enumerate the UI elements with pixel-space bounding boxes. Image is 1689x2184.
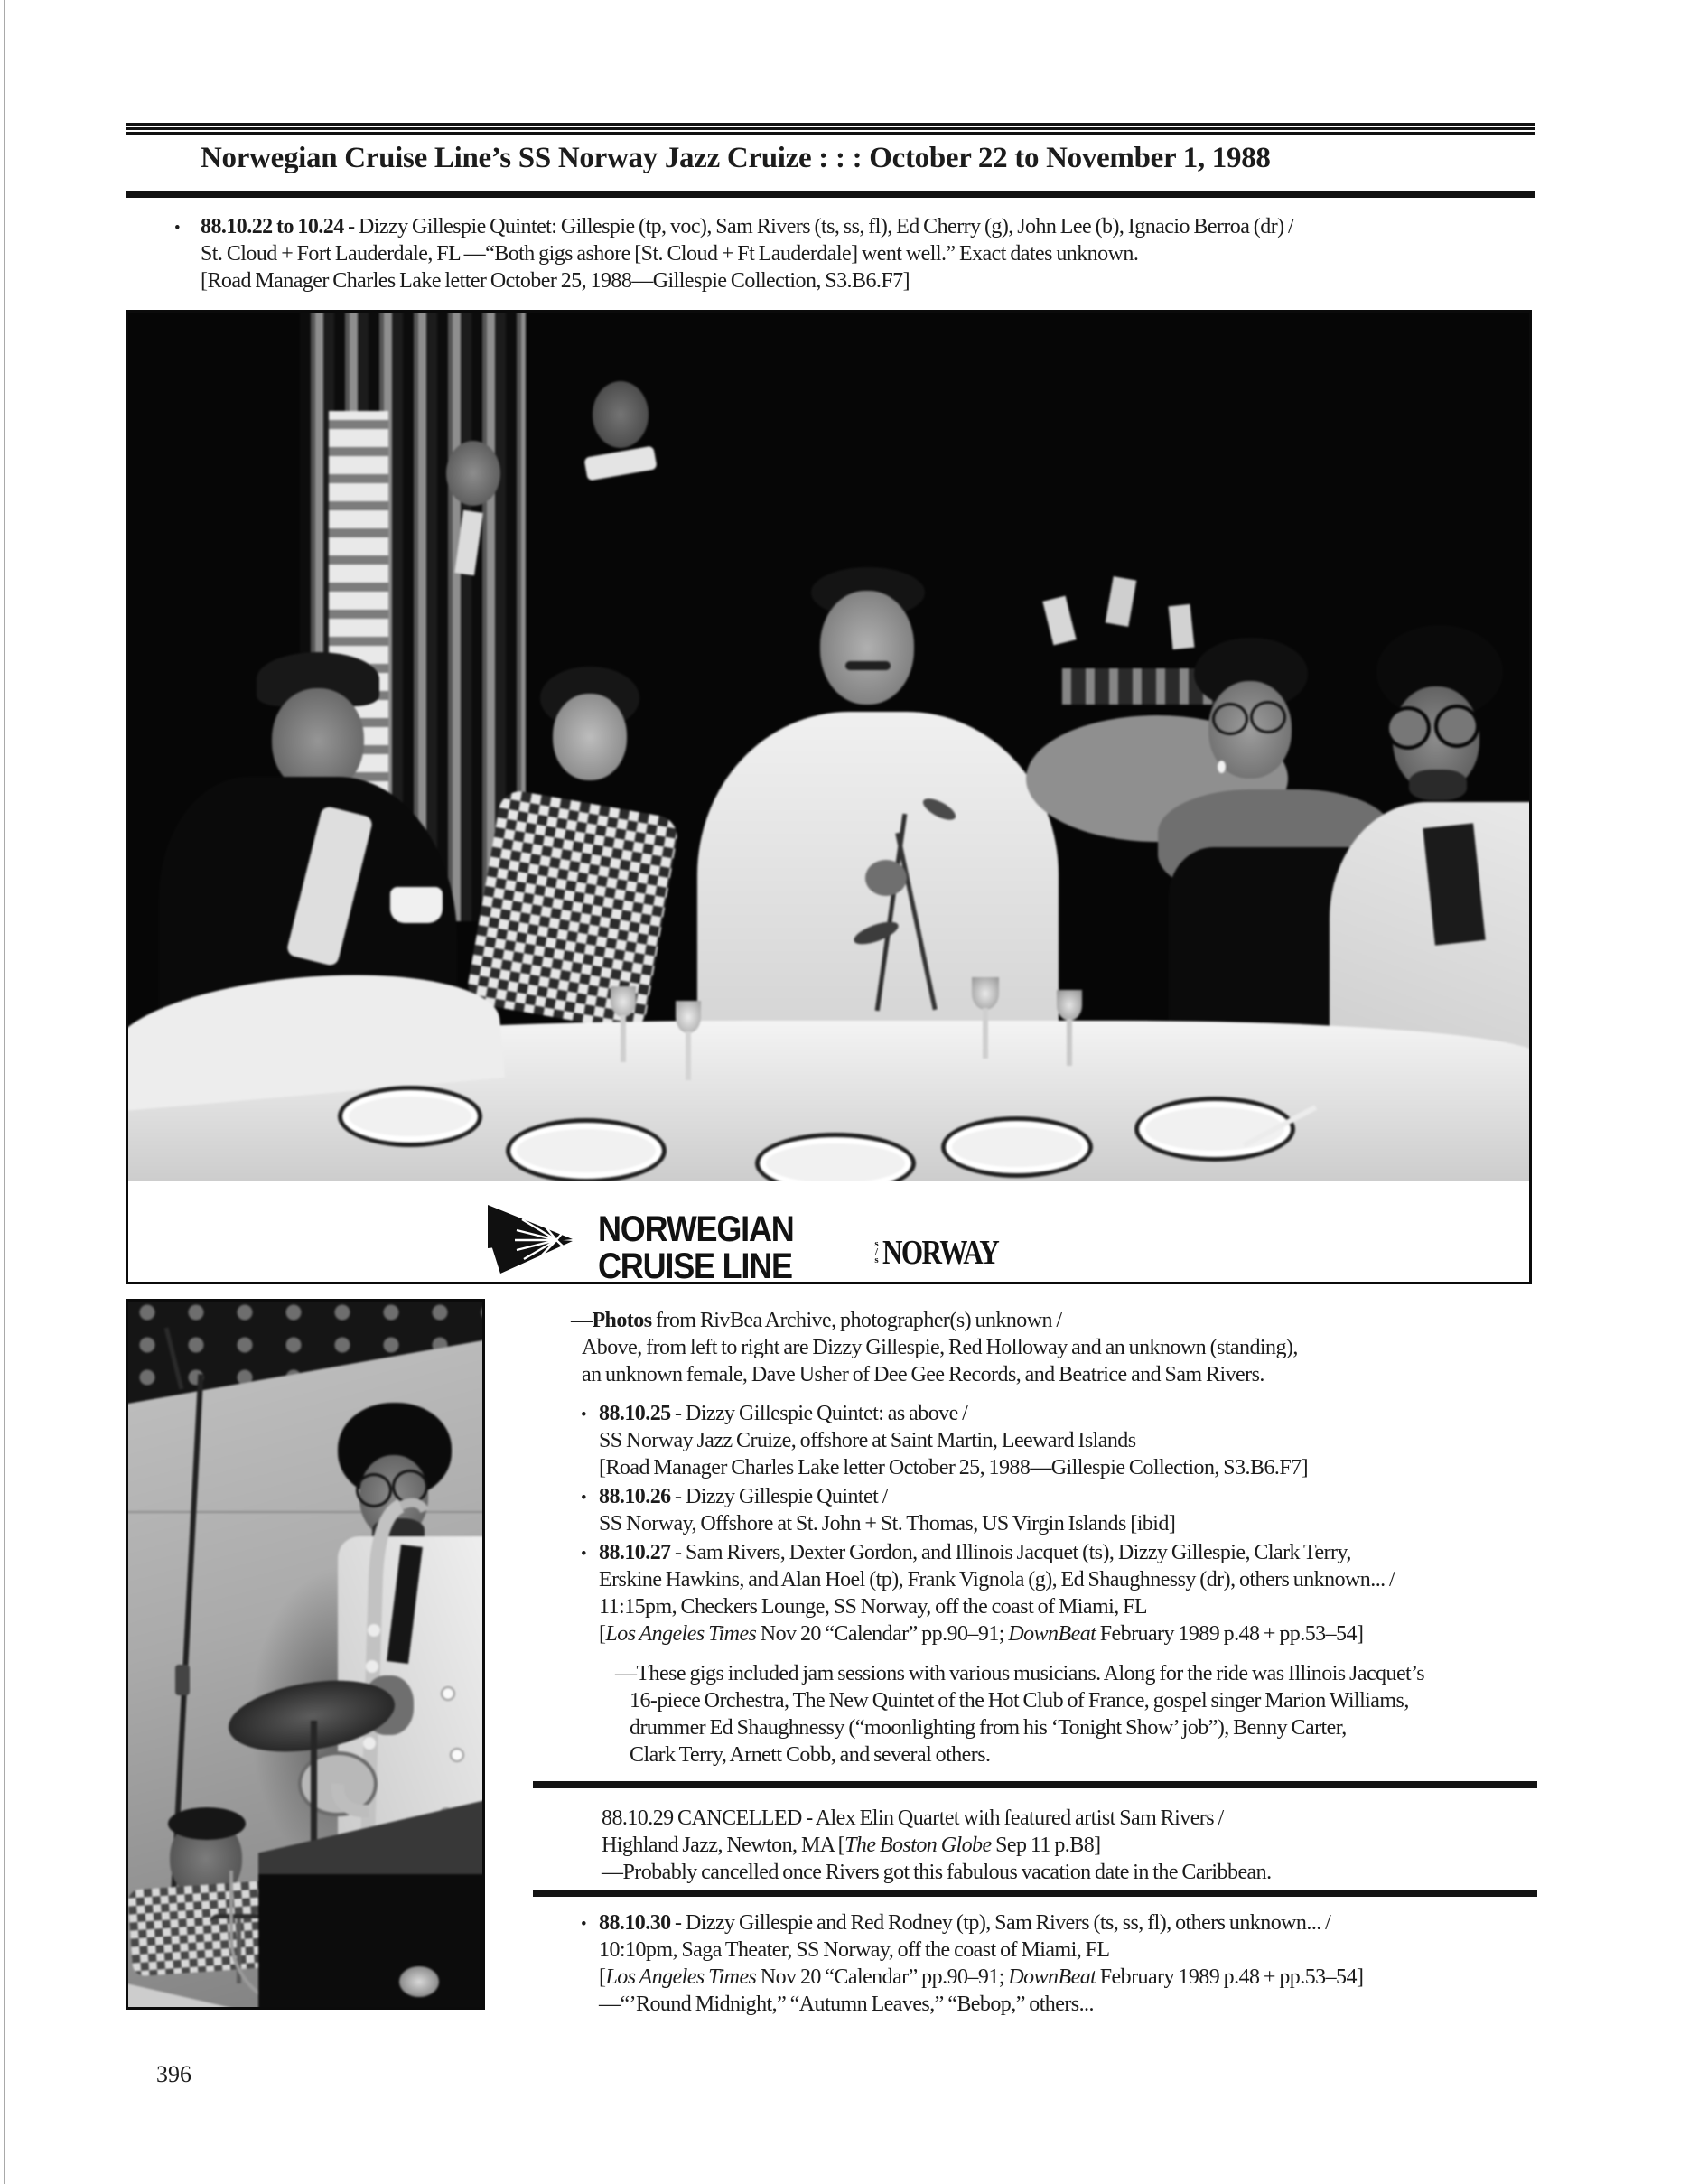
page-edge-line [4, 0, 5, 2184]
citation-text: [ [599, 1965, 606, 1989]
bullet-icon: • [581, 1405, 587, 1424]
note-text: Clark Terry, Arnett Cobb, and several others. [630, 1743, 991, 1767]
entry-88-10-25 [581, 1400, 1309, 1481]
rivers-beard [1409, 770, 1467, 800]
ss-prefix [871, 1240, 882, 1265]
citation-text: February 1989 p.48 + pp.53–54] [1096, 1965, 1364, 1989]
standing-man-1-face [446, 441, 500, 506]
citation-text: Nov 20 “Calendar” pp.90–91; [756, 1965, 1009, 1989]
piano-knob [399, 1966, 439, 1997]
photo-caption-strip [128, 1181, 1529, 1282]
entry-id: 88.10.22 to 10.24 [201, 215, 344, 238]
plate [755, 1133, 916, 1187]
standing-man-2-collar [583, 445, 657, 481]
wine-glass-stem [686, 1031, 691, 1080]
entry-id: 88.10.25 [599, 1402, 671, 1425]
entry-citation [599, 1620, 1395, 1647]
bg-napkin [1106, 576, 1137, 627]
entry-text: - Dizzy Gillespie Quintet: as above / [670, 1402, 968, 1425]
beatrice-glasses [1250, 701, 1286, 733]
ss-prefix-bot: s [874, 1255, 879, 1265]
bullet-icon: • [174, 219, 181, 238]
bullet-icon: • [581, 1915, 587, 1934]
header-rule-bottom [126, 191, 1535, 198]
entry-text: - Dizzy Gillespie and Red Rodney (tp), Sam Rivers (ts, ss, fl), others unknown... / [670, 1911, 1331, 1935]
entry-88-10-27-note [615, 1660, 1424, 1769]
entry-citation: [Road Manager Charles Lake letter October 25, 1988—Gillespie Collection, S3.B6.F7] [599, 1456, 1309, 1479]
note-text: —These gigs included jam sessions with various musicians. Along for the ride was Illinois Jacquet’s [615, 1662, 1425, 1685]
wine-glass [611, 986, 636, 1017]
main-photo [126, 310, 1532, 1284]
entry-text: SS Norway, Offshore at St. John + St. Thomas, US Virgin Islands [ibid] [599, 1512, 1176, 1535]
note-text: —Probably cancelled once Rivers got this fabulous vacation date in the Caribbean. [602, 1861, 1272, 1884]
citation-source: Los Angeles Times [605, 1965, 757, 1989]
bg-napkin [1169, 604, 1195, 649]
entry-88-10-29-cancelled [602, 1805, 1272, 1886]
wine-glass-stem [1067, 1019, 1072, 1066]
entry-text: SS Norway Jazz Cruize, offshore at Saint Martin, Leeward Islands [599, 1429, 1136, 1452]
wine-glass-stem [621, 1015, 626, 1062]
woman1-face [553, 694, 627, 780]
note-text: —“’Round Midnight,” “Autumn Leaves,” “Bebop,” others... [599, 1993, 1094, 2016]
entry-text: 88.10.29 CANCELLED - Alex Elin Quartet with featured artist Sam Rivers / [602, 1806, 1224, 1830]
entry-text: - Sam Rivers, Dexter Gordon, and Illinois Jacquet (ts), Dizzy Gillespie, Clark Terry, [670, 1541, 1351, 1564]
citation-source: The Boston Globe [844, 1834, 992, 1857]
ncl-brand-line1: NORWEGIAN [598, 1208, 794, 1249]
section-divider [533, 1890, 1537, 1897]
entry-text: 10:10pm, Saga Theater, SS Norway, off the coast of Miami, FL [599, 1938, 1110, 1962]
entry-citation [602, 1832, 1272, 1859]
entry-text: 11:15pm, Checkers Lounge, SS Norway, off the coast of Miami, FL [599, 1595, 1148, 1619]
ss-prefix-top: s [874, 1238, 879, 1249]
entry-88-10-27 [581, 1539, 1395, 1647]
entry-88-10-26 [581, 1483, 1176, 1537]
entry-88-10-22 [174, 213, 1294, 294]
plate [941, 1116, 1093, 1178]
citation-text: Sep 11 p.B8] [991, 1834, 1101, 1857]
photos-note-lead: —Photos [571, 1309, 652, 1332]
usher-face [820, 591, 914, 705]
sax-player-photo-art [126, 1299, 485, 2010]
citation-source: DownBeat [1008, 1965, 1096, 1989]
dinner-table-photo-art [126, 310, 1532, 1187]
entry-citation [599, 1964, 1363, 1991]
entry-text: St. Cloud + Fort Lauderdale, FL —“Both gigs ashore [St. Cloud + Ft Lauderdale] went well.” Exact dates unknown. [201, 242, 1139, 266]
standing-man-2-face [593, 381, 649, 448]
usher-mustache [845, 661, 891, 670]
page-title: Norwegian Cruise Line’s SS Norway Jazz Cruize : : : October 22 to November 1, 1988 [201, 142, 1271, 174]
rivers-round-glasses [1434, 705, 1479, 748]
wine-glass [676, 1001, 701, 1033]
ss-norway-wordmark [871, 1234, 1023, 1272]
citation-source: DownBeat [1008, 1622, 1096, 1646]
photos-note-text: from RivBea Archive, photographer(s) unknown / [651, 1309, 1062, 1332]
woman1-checkered-top [465, 788, 681, 1032]
photos-note-text: an unknown female, Dave Usher of Dee Gee Records, and Beatrice and Sam Rivers. [582, 1363, 1264, 1386]
citation-source: Los Angeles Times [605, 1622, 757, 1646]
note-text: drummer Ed Shaughnessy (“moonlighting from his ‘Tonight Show’ job”), Benny Carter, [630, 1716, 1347, 1740]
entry-text: - Dizzy Gillespie Quintet: Gillespie (tp, voc), Sam Rivers (ts, ss, fl), Ed Cherry (g), John Lee (b), Ignacio Berroa (dr) / [343, 215, 1294, 238]
rivers-round-glasses [1386, 706, 1431, 750]
section-divider [533, 1781, 1537, 1788]
bullet-icon: • [581, 1545, 587, 1563]
beatrice-earring [1218, 761, 1226, 773]
entry-text: Erskine Hawkins, and Alan Hoel (tp), Frank Vignola (g), Ed Shaughnessy (dr), others unknown... / [599, 1568, 1395, 1591]
wine-glass [1057, 990, 1082, 1021]
plate [506, 1118, 667, 1183]
flower-bloom [865, 860, 907, 896]
photos-note [571, 1307, 1298, 1388]
ss-prefix-mid: / [874, 1246, 879, 1257]
page-number: 396 [156, 2061, 191, 2087]
wine-glass [972, 977, 999, 1010]
mic-clip [175, 1665, 190, 1695]
photos-note-text: Above, from left to right are Dizzy Gillespie, Red Holloway and an unknown (standing), [582, 1336, 1298, 1359]
citation-text: [ [599, 1622, 606, 1646]
coffee-cup [390, 887, 443, 923]
ncl-brand-line2: CRUISE LINE [598, 1245, 792, 1284]
wine-glass-stem [983, 1008, 988, 1059]
citation-text: February 1989 p.48 + pp.53–54] [1096, 1622, 1364, 1646]
entry-id: 88.10.27 [599, 1541, 671, 1564]
plate [338, 1086, 482, 1147]
citation-text: Nov 20 “Calendar” pp.90–91; [756, 1622, 1009, 1646]
entry-id: 88.10.26 [599, 1485, 671, 1508]
ncl-logo-icon [484, 1203, 578, 1275]
bullet-icon: • [581, 1489, 587, 1507]
note-text: 16-piece Orchestra, The New Quintet of the Hot Club of France, gospel singer Marion Williams, [630, 1689, 1409, 1713]
ship-name: NORWAY [882, 1234, 999, 1272]
left-photo [126, 1299, 485, 2010]
entry-id: 88.10.30 [599, 1911, 671, 1935]
piano-body [258, 1874, 485, 2010]
bg-napkin [1042, 596, 1076, 646]
beatrice-glasses [1212, 703, 1248, 735]
entry-citation: [Road Manager Charles Lake letter October 25, 1988—Gillespie Collection, S3.B6.F7] [201, 269, 910, 293]
drummer-hair [168, 1807, 246, 1840]
entry-text: - Dizzy Gillespie Quintet / [670, 1485, 888, 1508]
citation-text: Highland Jazz, Newton, MA [ [602, 1834, 845, 1857]
ncl-brand-name [598, 1210, 794, 1283]
header-rule-top [126, 123, 1535, 135]
entry-88-10-30 [581, 1909, 1364, 2018]
